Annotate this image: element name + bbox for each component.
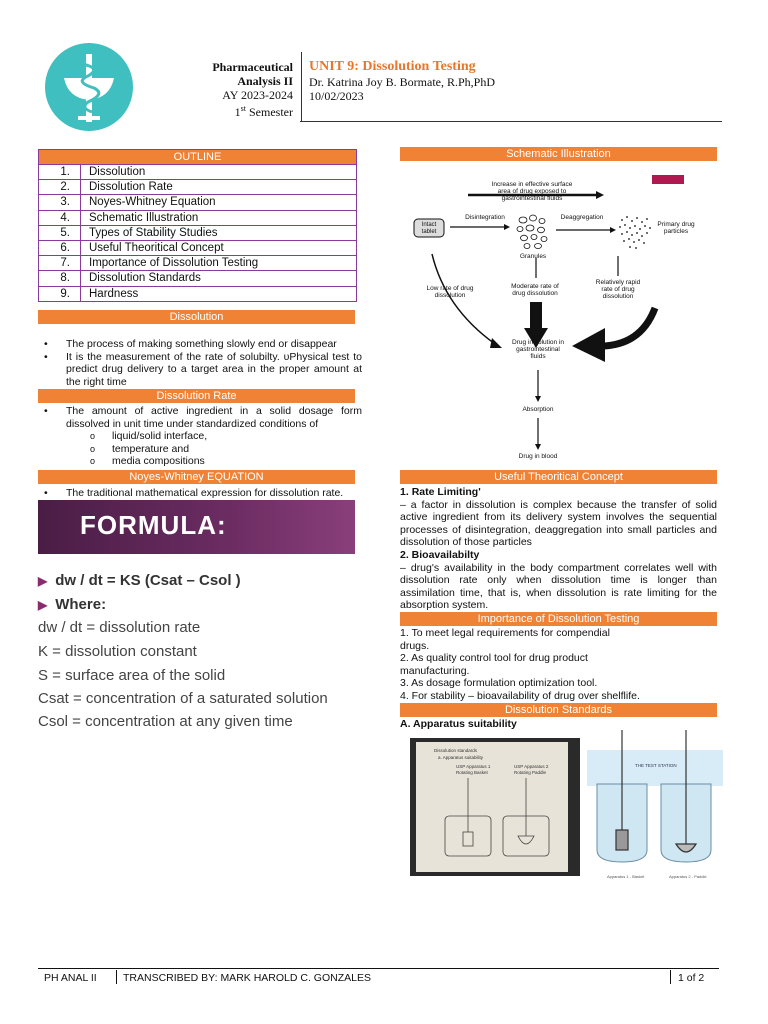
arrow-head-icon bbox=[596, 191, 604, 199]
arrow-head-icon bbox=[490, 338, 502, 348]
footer-page-number: 1 of 2 bbox=[678, 972, 705, 984]
section-bar-importance bbox=[400, 612, 717, 626]
granules-shape bbox=[517, 215, 547, 249]
section-bar-concept bbox=[400, 470, 717, 484]
rate-body bbox=[38, 405, 362, 468]
date: 10/02/2023 bbox=[309, 89, 364, 103]
diagram-label-granules: Granules bbox=[519, 253, 547, 260]
outline-number: 7. bbox=[39, 256, 81, 270]
list-item: drugs. bbox=[400, 639, 430, 652]
outline-row bbox=[39, 180, 356, 195]
diagram-label-blood: Drug in blood bbox=[518, 453, 558, 460]
course-info bbox=[140, 60, 293, 119]
caduceus-logo-icon bbox=[44, 42, 134, 132]
list-item: manufacturing. bbox=[400, 664, 470, 677]
equation-text: dw / dt = KS (Csat – Csol ) bbox=[55, 572, 241, 589]
concept-paragraph-2: – drug's availability in the body compartment correlates well with dissolution rate only when dissolution time is longer than assimilation time, that is, when dissolution is rate limiting for the absorption system. bbox=[400, 561, 717, 612]
formula-where bbox=[38, 596, 106, 613]
diagram-label-primary: Primary drug particles bbox=[657, 221, 695, 235]
dissolution-body bbox=[38, 338, 362, 388]
formula-title: FORMULA: bbox=[80, 510, 227, 540]
formula-def: K = dissolution constant bbox=[38, 643, 197, 660]
semester-suffix: st bbox=[240, 104, 246, 113]
section-bar-dissolution bbox=[38, 310, 355, 324]
list-item: o liquid/solid interface, bbox=[38, 430, 362, 443]
photo-usp2: USP Apparatus 2 bbox=[514, 764, 549, 769]
outline-number: 8. bbox=[39, 271, 81, 285]
list-item: • The amount of active ingredient in a solid dosage form dissolved in unit time under standardized conditions of bbox=[38, 405, 362, 430]
curve-arrow-left bbox=[432, 254, 495, 344]
basket-label: Apparatus 1 - Basket bbox=[607, 874, 645, 879]
outline-number: 6. bbox=[39, 241, 81, 255]
outline-title: OUTLINE bbox=[39, 150, 356, 165]
photo-usp2b: Rotating Paddle bbox=[514, 770, 547, 775]
section-bar-standards bbox=[400, 703, 717, 717]
outline-label: Noyes-Whitney Equation bbox=[89, 196, 216, 209]
diagram-label-solution: Drug in solution in gastrointestinal fluids bbox=[511, 339, 565, 360]
section-bar-noyes bbox=[38, 470, 355, 484]
diagram-label-low: Low rate of drug dissolution bbox=[426, 285, 474, 299]
diagram-label-moderate: Moderate rate of drug dissolution bbox=[511, 283, 559, 297]
section-title: Dissolution Standards bbox=[504, 704, 612, 716]
concept-body bbox=[400, 486, 717, 612]
formula-def: S = surface area of the solid bbox=[38, 667, 226, 684]
outline-label: Dissolution Rate bbox=[89, 181, 173, 194]
arrow-head-icon bbox=[535, 444, 541, 450]
section-title: Useful Theoritical Concept bbox=[494, 471, 623, 483]
where-text: Where: bbox=[55, 596, 107, 613]
outline-number: 4. bbox=[39, 211, 81, 225]
footer-transcriber: TRANSCRIBED BY: MARK HAROLD C. GONZALES bbox=[123, 972, 371, 984]
photo-usp1b: Rotating Basket bbox=[456, 770, 488, 775]
section-title: Dissolution Rate bbox=[156, 390, 237, 402]
outline-row bbox=[39, 271, 356, 286]
academic-year: AY 2023-2024 bbox=[222, 88, 293, 102]
list-item: 3. As dosage formulation optimization tool. bbox=[400, 677, 598, 690]
author: Dr. Katrina Joy B. Bormate, R.Ph,PhD bbox=[309, 75, 495, 89]
list-item: 1. To meet legal requirements for compendial bbox=[400, 627, 610, 639]
diagram-label-rapid: Relatively rapid rate of drug dissolution bbox=[595, 279, 641, 300]
outline-number: 1. bbox=[39, 165, 81, 179]
formula-def: Csol = concentration at any given time bbox=[38, 713, 293, 730]
primary-particles-shape bbox=[619, 216, 651, 249]
formula-equation bbox=[38, 572, 241, 589]
concept-heading-2: 2. Bioavailabilty bbox=[400, 548, 480, 561]
arrow-head-icon bbox=[504, 224, 510, 230]
section-bar-schematic bbox=[400, 147, 717, 161]
concept-heading-1: 1. Rate Limiting' bbox=[400, 486, 481, 498]
outline-row bbox=[39, 165, 356, 180]
outline-row bbox=[39, 287, 356, 301]
semester bbox=[140, 102, 293, 119]
formula-banner bbox=[38, 500, 355, 554]
header-divider bbox=[301, 52, 302, 122]
diagram-label-deaggregation: Deaggregation bbox=[560, 214, 604, 221]
outline-label: Types of Stability Studies bbox=[89, 226, 218, 239]
outline-row bbox=[39, 256, 356, 271]
outline-label: Hardness bbox=[89, 287, 139, 300]
section-title: Importance of Dissolution Testing bbox=[477, 613, 640, 625]
unit-title: UNIT 9: Dissolution Testing bbox=[309, 59, 476, 74]
footer-course: PH ANAL II bbox=[44, 972, 97, 984]
noyes-body bbox=[38, 487, 362, 500]
test-station-label: THE TEST STATION bbox=[635, 763, 677, 768]
arrow-head-icon bbox=[610, 227, 616, 233]
list-item: • The process of making something slowly end or disappear bbox=[38, 338, 362, 351]
triangle-bullet-icon: ▶ bbox=[38, 598, 48, 612]
unit-info bbox=[309, 58, 495, 103]
list-item: 2. As quality control tool for drug product bbox=[400, 652, 588, 665]
outline-row bbox=[39, 226, 356, 241]
arrow-head-icon bbox=[535, 396, 541, 402]
diagram-label-tablet: Intact tablet bbox=[421, 222, 437, 235]
outline-label: Dissolution Standards bbox=[89, 272, 201, 285]
course-name-2: Analysis II bbox=[237, 74, 293, 88]
outline-row bbox=[39, 211, 356, 226]
outline-table bbox=[38, 149, 357, 302]
photo-usp1: USP Apparatus 1 bbox=[456, 764, 491, 769]
diagram-label-disintegration: Disintegration bbox=[465, 214, 505, 221]
list-item: • It is the measurement of the rate of solubilty. υPhysical test to predict drug delivery to a target area in the proper amount at the right time bbox=[38, 351, 362, 389]
concept-paragraph-1: – a factor in dissolution is complex because the transfer of solid active ingredient from its delivery system involves the sequential processes of disintegration, deaggregation into small particles and dissolution of those particles bbox=[400, 498, 717, 549]
standards-subheading: A. Apparatus suitability bbox=[400, 718, 517, 730]
outline-row bbox=[39, 195, 356, 210]
formula-def: dw / dt = dissolution rate bbox=[38, 619, 201, 636]
arrow-head-icon bbox=[572, 328, 605, 362]
concept-h1-num: 1 bbox=[400, 486, 406, 498]
list-item: • The traditional mathematical expression for dissolution rate. bbox=[38, 487, 362, 500]
course-name: Pharmaceutical bbox=[212, 60, 293, 74]
list-item: 4. For stability – bioavailability of drug over shelflife. bbox=[400, 689, 640, 702]
outline-label: Importance of Dissolution Testing bbox=[89, 257, 259, 270]
section-title: Schematic Illustration bbox=[506, 148, 611, 160]
photo-sub: a. Apparatus suitability bbox=[438, 755, 484, 760]
outline-rows bbox=[39, 165, 356, 301]
semester-number: 1 bbox=[234, 105, 241, 119]
apparatus-diagram bbox=[585, 726, 725, 889]
outline-number: 3. bbox=[39, 195, 81, 209]
section-bar-dissolution-rate bbox=[38, 389, 355, 403]
footer-divider bbox=[116, 970, 117, 984]
footer-rule bbox=[38, 968, 719, 969]
schematic-diagram bbox=[400, 168, 717, 464]
diagram-label-absorption: Absorption bbox=[522, 406, 554, 413]
outline-label: Schematic Illustration bbox=[89, 211, 199, 224]
outline-label: Useful Theoritical Concept bbox=[89, 241, 224, 254]
outline-number: 5. bbox=[39, 226, 81, 240]
footer-divider bbox=[670, 970, 671, 984]
outline-label: Dissolution bbox=[89, 166, 146, 178]
section-title: Noyes-Whitney EQUATION bbox=[129, 471, 264, 483]
importance-body bbox=[400, 627, 717, 703]
list-item: o temperature and bbox=[38, 443, 362, 456]
list-item: o media compositions bbox=[38, 455, 362, 468]
outline-number: 9. bbox=[39, 287, 81, 301]
formula-def: Csat = concentration of a saturated solution bbox=[38, 690, 328, 707]
section-title: Dissolution bbox=[169, 311, 224, 323]
header-rule bbox=[300, 121, 722, 122]
photo-title: Dissolution standards bbox=[434, 748, 478, 753]
concept-h1-text: Rate Limiting' bbox=[411, 486, 481, 498]
paddle-label: Apparatus 2 - Paddle bbox=[669, 874, 707, 879]
triangle-bullet-icon: ▶ bbox=[38, 574, 48, 588]
apparatus-photo bbox=[410, 738, 580, 876]
outline-number: 2. bbox=[39, 180, 81, 194]
semester-word: Semester bbox=[246, 105, 293, 119]
outline-row bbox=[39, 241, 356, 256]
diagram-label-increase: Increase in effective surface area of drug exposed to gastrointestinal fluids bbox=[491, 181, 573, 202]
